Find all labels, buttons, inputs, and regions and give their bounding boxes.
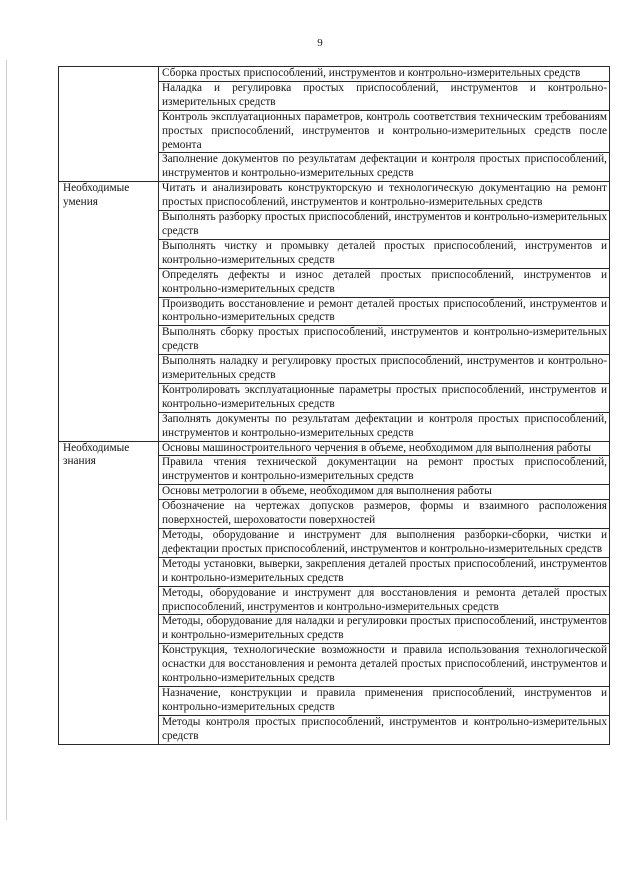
knowledge-item-cell: Методы, оборудование и инструмент для восстановления и ремонта деталей простых приспособлений, инструментов и контрольно-измерительных средств	[159, 586, 610, 615]
requirements-table-body	[59, 67, 610, 745]
knowledge-item-cell: Методы, оборудование и инструмент для выполнения разборки-сборки, чистки и дефектации простых приспособлений, инструментов и контрольно-измерительных средств	[159, 529, 610, 558]
skills-item-cell: Контролировать эксплуатационные параметры простых приспособлений, инструментов и контрольно-измерительных средств	[159, 383, 610, 412]
knowledge-item-cell: Обозначение на чертежах допусков размеров, формы и взаимного расположения поверхностей, шероховатости поверхностей	[159, 500, 610, 529]
knowledge-item-cell: Назначение, конструкции и правила применения приспособлений, инструментов и контрольно-измерительных средств	[159, 686, 610, 715]
knowledge-item-cell: Методы контроля простых приспособлений, инструментов и контрольно-измерительных средств	[159, 715, 610, 744]
continued-row	[59, 67, 610, 82]
skills-row	[59, 182, 610, 211]
skills-item-cell: Выполнять сборку простых приспособлений, инструментов и контрольно-измерительных средств	[159, 326, 610, 355]
continued-item-cell: Заполнение документов по результатам дефектации и контроля простых приспособлений, инструментов и контрольно-измерительных средств	[159, 153, 610, 182]
continued-item-cell: Контроль эксплуатационных параметров, контроль соответствия техническим требованиям простых приспособлений, инструментов и контрольно-измерительных средств после ремонта	[159, 110, 610, 153]
knowledge-label-cell	[59, 441, 159, 744]
knowledge-item-cell: Основы машиностроительного черчения в объеме, необходимом для выполнения работы	[159, 441, 610, 456]
skills-item-cell: Выполнять разборку простых приспособлений, инструментов и контрольно-измерительных средств	[159, 211, 610, 240]
knowledge-label: Необходимые знания	[63, 441, 130, 468]
knowledge-item-cell: Правила чтения технической документации на ремонт простых приспособлений, инструментов и контрольно-измерительных средств	[159, 456, 610, 485]
skills-item-cell: Выполнять наладку и регулировку простых приспособлений, инструментов и контрольно-измерительных средств	[159, 355, 610, 384]
skills-item-cell: Выполнять чистку и промывку деталей простых приспособлений, инструментов и контрольно-измерительных средств	[159, 239, 610, 268]
requirements-table	[58, 66, 610, 745]
skills-item-cell: Заполнять документы по результатам дефектации и контроля простых приспособлений, инструментов и контрольно-измерительных средств	[159, 412, 610, 441]
skills-item-cell: Производить восстановление и ремонт деталей простых приспособлений, инструментов и контрольно-измерительных средств	[159, 297, 610, 326]
skills-item-cell: Определять дефекты и износ деталей простых приспособлений, инструментов и контрольно-измерительных средств	[159, 268, 610, 297]
knowledge-row	[59, 441, 610, 456]
knowledge-item-cell: Конструкция, технологические возможности и правила использования технологической оснастки для восстановления и ремонта деталей простых приспособлений, инструментов и контрольно-измерительных средств	[159, 644, 610, 687]
continued-item-cell: Сборка простых приспособлений, инструментов и контрольно-измерительных средств	[159, 67, 610, 82]
continued-item-cell: Наладка и регулировка простых приспособлений, инструментов и контрольно-измерительных средств	[159, 81, 610, 110]
knowledge-item-cell: Основы метрологии в объеме, необходимом для выполнения работы	[159, 485, 610, 500]
knowledge-item-cell: Методы, оборудование для наладки и регулировки простых приспособлений, инструментов и контрольно-измерительных средств	[159, 615, 610, 644]
skills-label: Необходимые умения	[63, 182, 130, 209]
continued-label-cell	[59, 67, 159, 182]
skills-item-cell: Читать и анализировать конструкторскую и технологическую документацию на ремонт простых приспособлений, инструментов и контрольно-измерительных средств	[159, 182, 610, 211]
scan-edge-line	[6, 60, 7, 820]
knowledge-item-cell: Методы установки, выверки, закрепления деталей простых приспособлений, инструментов и контрольно-измерительных средств	[159, 557, 610, 586]
page-number: 9	[317, 37, 323, 49]
skills-label-cell	[59, 182, 159, 441]
